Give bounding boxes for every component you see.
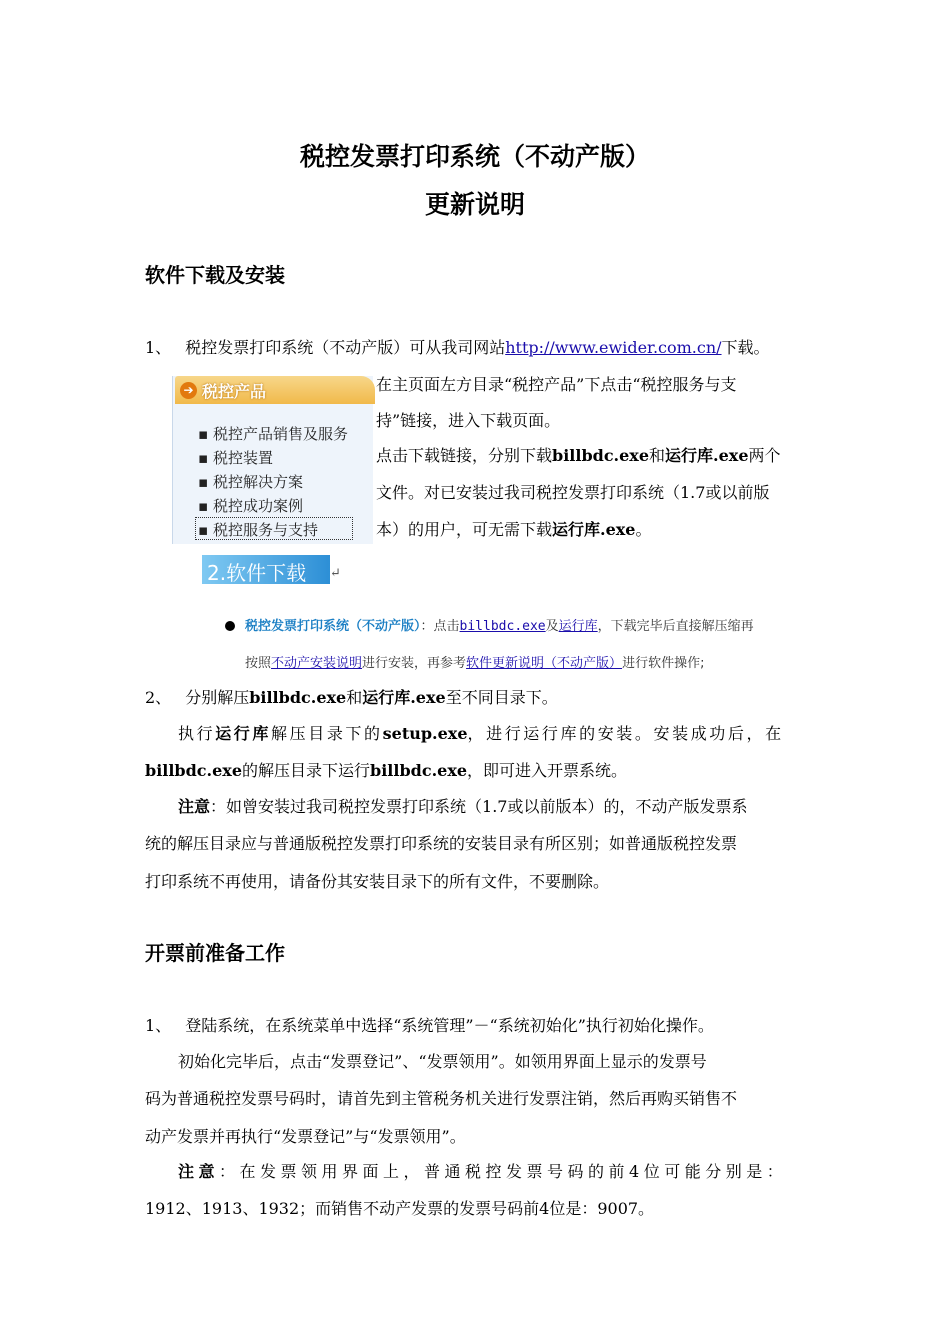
side-text-line-3: 点击下载链接，分别下载billbdc.exe和运行库.exe两个 — [376, 446, 781, 465]
arrow-right-icon: ➔ — [180, 382, 197, 399]
side-text-line-2: 持”链接，进入下载页面。 — [376, 411, 561, 430]
side-text-line-1: 在主页面左方目录“税控产品”下点击“税控服务与支 — [376, 375, 737, 394]
prep-para-line-1: 初始化完毕后，点击“发票登记”、“发票领用”。如领用界面上显示的发票号 — [178, 1052, 707, 1071]
bullet-line-2: 按照不动产安装说明进行安装，再参考软件更新说明（不动产版）进行软件操作; — [245, 656, 705, 671]
step-1-line — [145, 338, 770, 358]
update-notes-link[interactable]: 软件更新说明（不动产版） — [466, 656, 623, 671]
side-text-line-4: 文件。对已安装过我司税控发票打印系统（1.7或以前版 — [376, 483, 770, 502]
menu-item-sales[interactable]: ▪ 税控产品销售及服务 — [198, 425, 348, 443]
prep-para-line-3: 动产发票并再执行“发票登记”与“发票领用”。 — [145, 1127, 466, 1146]
return-mark-icon: ↵ — [330, 566, 341, 581]
side-text-line-5: 本）的用户，可无需下载运行库.exe。 — [376, 520, 652, 539]
prep-para-line-2: 码为普通税控发票号码时，请首先到主管税务机关进行发票注销，然后再购买销售不 — [145, 1089, 738, 1108]
note-1-line-3: 打印系统不再使用，请备份其安装目录下的所有文件，不要删除。 — [145, 872, 610, 891]
para-run-line-1: 执行运行库解压目录下的setup.exe，进行运行库的安装。安装成功后，在 — [178, 724, 784, 743]
menu-item-device[interactable]: ▪ 税控装置 — [198, 449, 273, 467]
note-1-line-1: 注意：如曾安装过我司税控发票打印系统（1.7或以前版本）的，不动产版发票系 — [178, 797, 748, 816]
bullet-line-1: 税控发票打印系统（不动产版）：点击billbdc.exe及运行库，下载完毕后直接解压缩再 — [245, 619, 754, 634]
note-2-line-2: 1912、1913、1932；而销售不动产发票的发票号码前4位是：9007。 — [145, 1199, 655, 1218]
menu-item-solutions[interactable]: ▪ 税控解决方案 — [198, 473, 303, 491]
note-1-line-2: 统的解压目录应与普通版税控发票打印系统的安装目录有所区别；如普通版税控发票 — [145, 834, 738, 853]
document-subtitle: 更新说明 — [424, 190, 525, 219]
billbdc-download-link[interactable]: billbdc.exe — [459, 619, 546, 634]
menu-header-label: 税控产品 — [202, 382, 267, 401]
step-text: 税控发票打印系统（不动产版）可从我司网站 — [185, 338, 506, 357]
bullet-dot — [225, 621, 235, 631]
para-run-line-2: billbdc.exe的解压目录下运行billbdc.exe，即可进入开票系统。 — [145, 761, 628, 780]
software-download-label: 2.软件下载 — [207, 561, 307, 585]
step-number: 1、 — [145, 338, 172, 357]
note-2-line-1: 注意：在发票领用界面上，普通税控发票号码的前4位可能分别是： — [178, 1162, 788, 1181]
section-heading-preparation: 开票前准备工作 — [145, 941, 285, 965]
prep-step-1: 1、 登陆系统，在系统菜单中选择“系统管理”－“系统初始化”执行初始化操作。 — [145, 1016, 714, 1035]
document-title: 税控发票打印系统（不动产版） — [299, 142, 650, 171]
install-guide-link[interactable]: 不动产安装说明 — [271, 656, 363, 671]
menu-item-support[interactable]: ▪ 税控服务与支持 — [198, 521, 318, 539]
website-link[interactable]: http://www.ewider.com.cn/ — [505, 338, 722, 357]
step-2-line: 2、 分别解压billbdc.exe和运行库.exe至不同目录下。 — [145, 688, 558, 707]
section-heading-download: 软件下载及安装 — [145, 263, 285, 287]
menu-item-cases[interactable]: ▪ 税控成功案例 — [198, 497, 303, 515]
runtime-download-link[interactable]: 运行库 — [558, 619, 598, 634]
step-text-end: 下载。 — [721, 338, 770, 357]
